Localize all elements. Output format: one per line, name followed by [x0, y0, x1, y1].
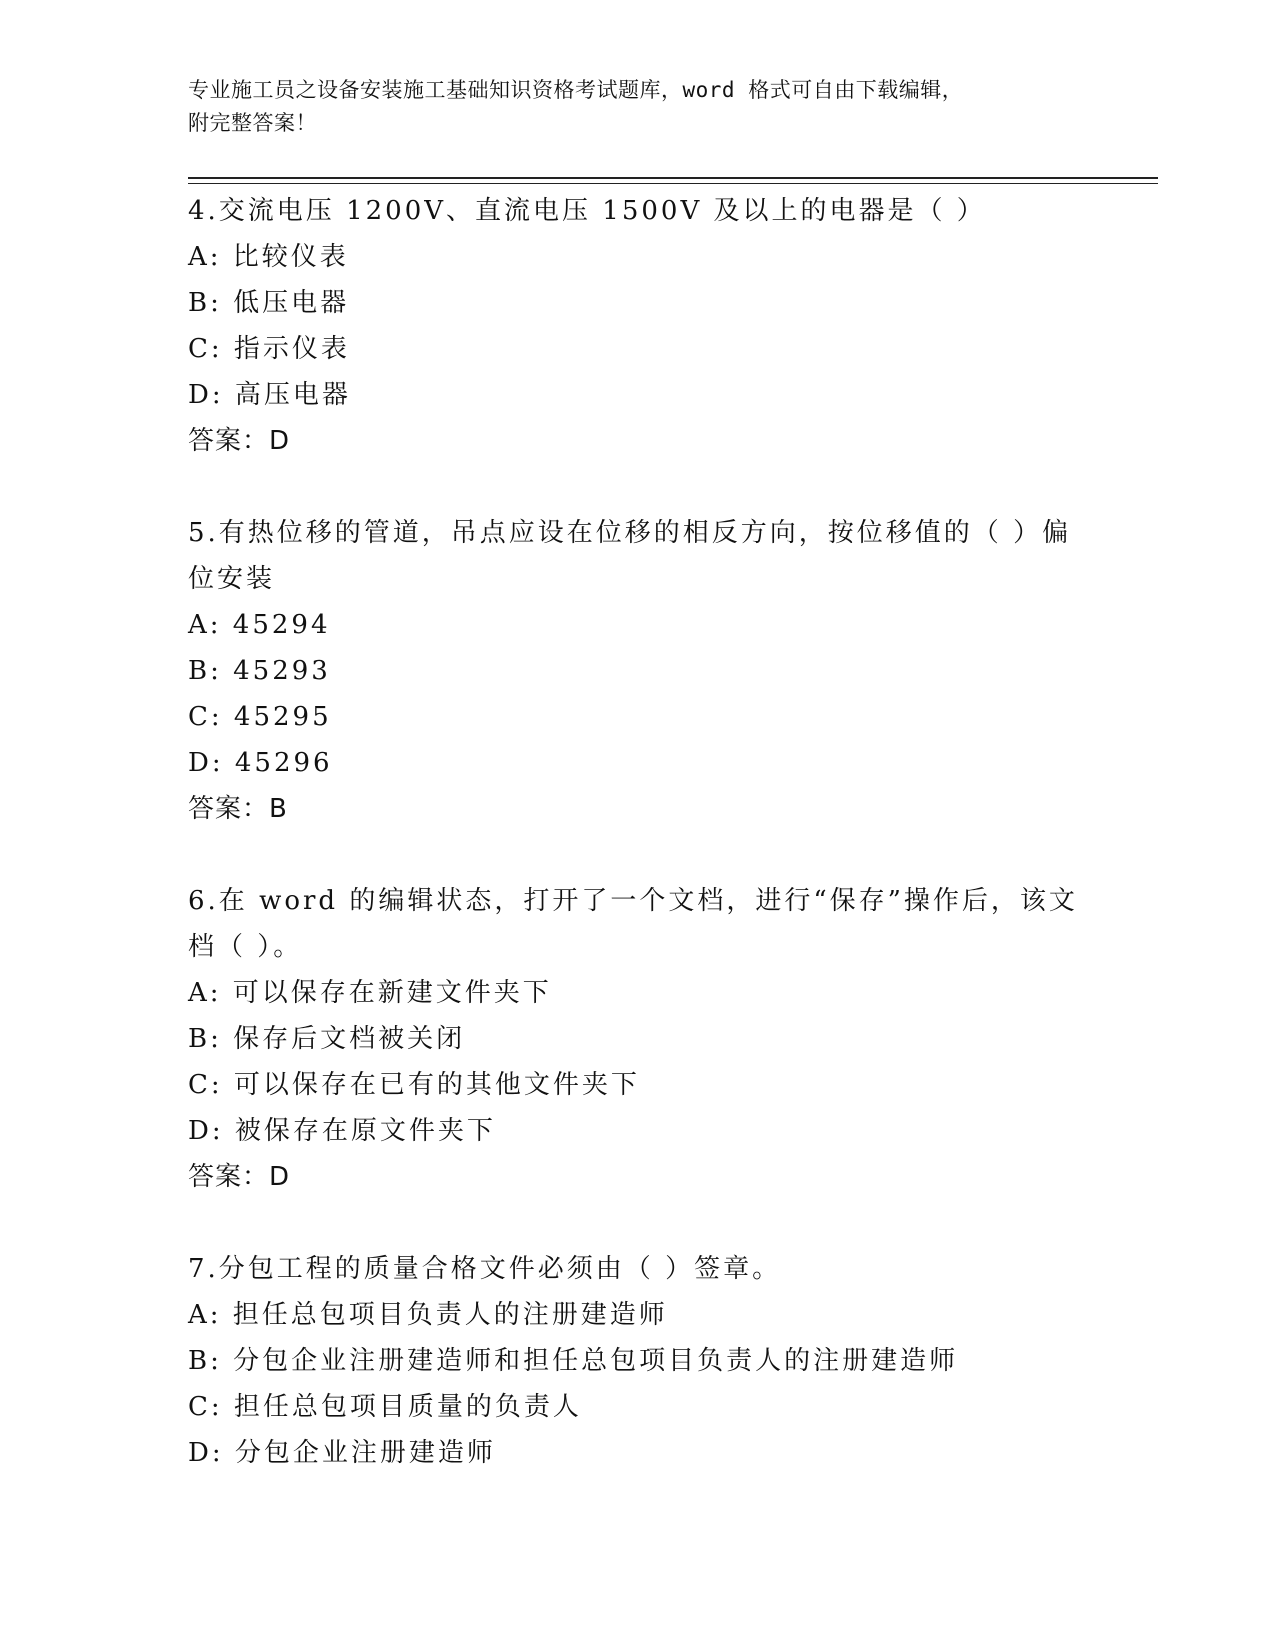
option-d: D: 45296 — [188, 748, 333, 778]
option-a: A: 45294 — [188, 610, 331, 640]
option-d: D: 高压电器 — [188, 380, 351, 410]
header-divider-thick — [188, 177, 1158, 179]
question-4 — [188, 188, 1078, 464]
option-b: B: 分包企业注册建造师和担任总包项目负责人的注册建造师 — [188, 1346, 959, 1376]
question-stem: 7.分包工程的质量合格文件必须由（ ）签章。 — [188, 1254, 782, 1284]
header-line-1: 专业施工员之设备安装施工基础知识资格考试题库，word 格式可自由下载编辑， — [188, 78, 964, 102]
question-5 — [188, 510, 1078, 832]
option-c: C: 可以保存在已有的其他文件夹下 — [188, 1070, 640, 1100]
question-list — [188, 188, 1078, 1522]
option-d: D: 分包企业注册建造师 — [188, 1438, 496, 1468]
option-d: D: 被保存在原文件夹下 — [188, 1116, 496, 1146]
answer-line: 答案：D — [188, 426, 291, 456]
option-a: A: 可以保存在新建文件夹下 — [188, 978, 552, 1008]
question-6 — [188, 878, 1078, 1200]
question-stem: 6.在 word 的编辑状态，打开了一个文档，进行“保存”操作后，该文档（ ）。 — [188, 886, 1078, 962]
option-c: C: 担任总包项目质量的负责人 — [188, 1392, 582, 1422]
header-divider-thin — [188, 183, 1158, 184]
answer-line: 答案：D — [188, 1162, 291, 1192]
option-c: C: 45295 — [188, 702, 332, 732]
header-line-2: 附完整答案！ — [188, 111, 317, 135]
document-header — [188, 74, 1068, 140]
option-c: C: 指示仪表 — [188, 334, 350, 364]
option-b: B: 保存后文档被关闭 — [188, 1024, 466, 1054]
answer-line: 答案：B — [188, 794, 288, 824]
option-a: A: 担任总包项目负责人的注册建造师 — [188, 1300, 668, 1330]
option-b: B: 45293 — [188, 656, 331, 686]
option-b: B: 低压电器 — [188, 288, 350, 318]
question-7 — [188, 1246, 1078, 1476]
question-stem: 4.交流电压 1200V、直流电压 1500V 及以上的电器是（ ） — [188, 196, 986, 226]
question-stem: 5.有热位移的管道，吊点应设在位移的相反方向，按位移值的（ ）偏位安装 — [188, 518, 1072, 594]
option-a: A: 比较仪表 — [188, 242, 349, 272]
